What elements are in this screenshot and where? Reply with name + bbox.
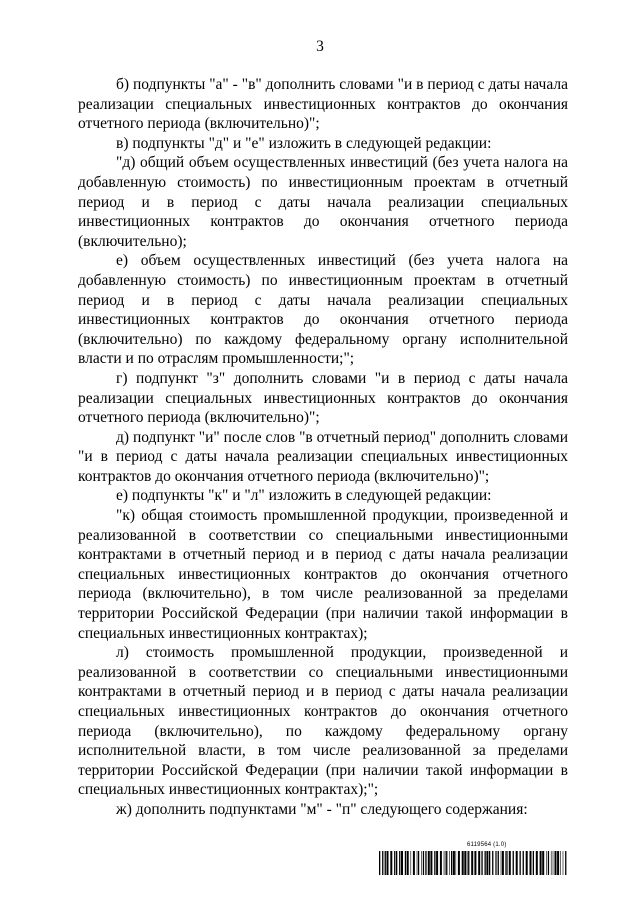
barcode-bar (418, 851, 419, 875)
paragraph-d: д) подпункт "и" после слов "в отчетный период" дополнить словами "и в период с даты начала реализации специальных инвестиционных контрактов до окончания отчетного периода (включительно)"; (78, 428, 568, 485)
barcode-bar (394, 851, 395, 875)
paragraph-e-k: "к) общая стоимость промышленной продукции, произведенной и реализованной в соответствии со специальными инвестиционными контрактами в отчетный период и в период с даты начала реализации специальных инвестиционных контрактов до окончания отчетного периода (включительно), в том числе реализованной за пределами территории Российской Федерации (при наличии такой информации в специальных инвестиционных контрактах); (78, 507, 568, 642)
barcode-bar (481, 851, 482, 875)
barcode-bar (523, 851, 524, 875)
barcode-bar (440, 851, 442, 875)
barcode-bar (548, 851, 549, 875)
barcode-bar (501, 851, 502, 875)
barcode-bar (467, 851, 468, 875)
barcode-bar (436, 851, 438, 875)
barcode-bar (462, 851, 464, 875)
barcode-bar (385, 851, 386, 875)
barcode-bar (428, 851, 430, 875)
paragraph-v-e: е) объем осуществленных инвестиций (без учета налога на добавленную стоимость) по инвестиционным проектам в отчетный период и в период с даты начала реализации специальных инвестиционных контрактов до окончания отчетного периода (включительно) по каждому федеральному органу исполнительной власти и по отраслям промышленности;"; (78, 252, 568, 368)
barcode-bar (456, 851, 457, 875)
barcode-bar (417, 851, 418, 875)
barcode-bar (396, 851, 397, 875)
barcode-bar (563, 851, 564, 875)
barcode-bar (546, 851, 547, 875)
barcode-bar (486, 851, 488, 875)
barcode-bar (560, 851, 561, 875)
barcode-bar (405, 851, 406, 875)
barcode-bar (495, 851, 496, 875)
barcode-bar (536, 851, 538, 875)
barcode-bar (411, 851, 412, 875)
paragraph-e-l: л) стоимость промышленной продукции, произведенной и реализованной в соответствии со специальными инвестиционными контрактами в отчетный период и в период с даты начала реализации специальных инвестиционных контрактов до окончания отчетного периода (включительно), по каждому федеральному органу исполнительной власти, в том числе реализованной за пределами территории Российской Федерации (при наличии такой информации в специальных инвестиционных контрактах);"; (78, 644, 568, 799)
barcode-bar (468, 851, 469, 875)
barcode-bar (498, 851, 499, 875)
paragraph-zh: ж) дополнить подпунктами "м" - "п" следующего содержания: (116, 800, 528, 818)
barcode-bar (474, 851, 476, 875)
barcode-bar (451, 851, 452, 875)
barcode-bar (423, 851, 424, 875)
barcode-bar (387, 851, 389, 875)
barcode-bar (533, 851, 534, 875)
barcode-bar (557, 851, 559, 875)
barcode-bar (464, 851, 466, 875)
barcode-bar (513, 851, 514, 875)
barcode-bar (421, 851, 422, 875)
barcode-bar (453, 851, 455, 875)
barcode-bar (551, 851, 552, 875)
barcode-bar (540, 851, 542, 875)
barcode-bar (542, 851, 544, 875)
barcode-bar (399, 851, 400, 875)
barcode-bar (390, 851, 392, 875)
paragraph-v-d: "д) общий объем осуществленных инвестиций (без учета налога на добавленную стоимость) по инвестиционным проектам в отчетный период и в период с даты начала реализации специальных инвестиционных контрактов до окончания отчетного периода (включительно); (78, 154, 568, 250)
barcode-bar (425, 851, 426, 875)
barcode-bar (449, 851, 450, 875)
barcode-bar (489, 851, 490, 875)
document-body (78, 75, 568, 820)
barcode-bar (401, 851, 403, 875)
paragraph-g: г) подпункт "з" дополнить словами "и в период с даты начала реализации специальных инвестиционных контрактов до окончания отчетного периода (включительно)"; (78, 369, 568, 427)
page-number: 3 (316, 38, 324, 55)
barcode-bar (471, 851, 473, 875)
barcode-bar (407, 851, 409, 875)
barcode-bar (496, 851, 497, 875)
barcode-bar (505, 851, 506, 875)
barcode-image (379, 851, 568, 875)
barcode-bar (565, 851, 566, 875)
paragraph-e: е) подпункты "к" и "л" изложить в следующей редакции: (116, 487, 492, 505)
paragraph-b: б) подпункты "а" - "в" дополнить словами "и в период с даты начала реализации специальных инвестиционных контрактов до окончания отчетного периода (включительно)"; (78, 76, 568, 133)
barcode-bar (506, 851, 507, 875)
barcode-bar (379, 851, 380, 875)
barcode-bar (430, 851, 432, 875)
barcode-bar (530, 851, 532, 875)
barcode-bar (445, 851, 446, 875)
barcode-bar (444, 851, 445, 875)
barcode-bar (526, 851, 528, 875)
barcode-bar (516, 851, 518, 875)
barcode-bar (520, 851, 521, 875)
barcode-bar (553, 851, 554, 875)
barcode-bar (492, 851, 493, 875)
barcode-bar (478, 851, 480, 875)
barcode-bar (485, 851, 486, 875)
barcode-bar (382, 851, 383, 875)
barcode-bar (413, 851, 415, 875)
barcode-bar (446, 851, 447, 875)
paragraph-v: в) подпункты "д" и "е" изложить в следующей редакции: (116, 134, 492, 152)
barcode-bar (458, 851, 460, 875)
barcode-bar (509, 851, 511, 875)
barcode-bar (555, 851, 557, 875)
barcode-bar (502, 851, 504, 875)
barcode-bar (434, 851, 435, 875)
document-code: 6119564 (1.0) (467, 842, 507, 848)
